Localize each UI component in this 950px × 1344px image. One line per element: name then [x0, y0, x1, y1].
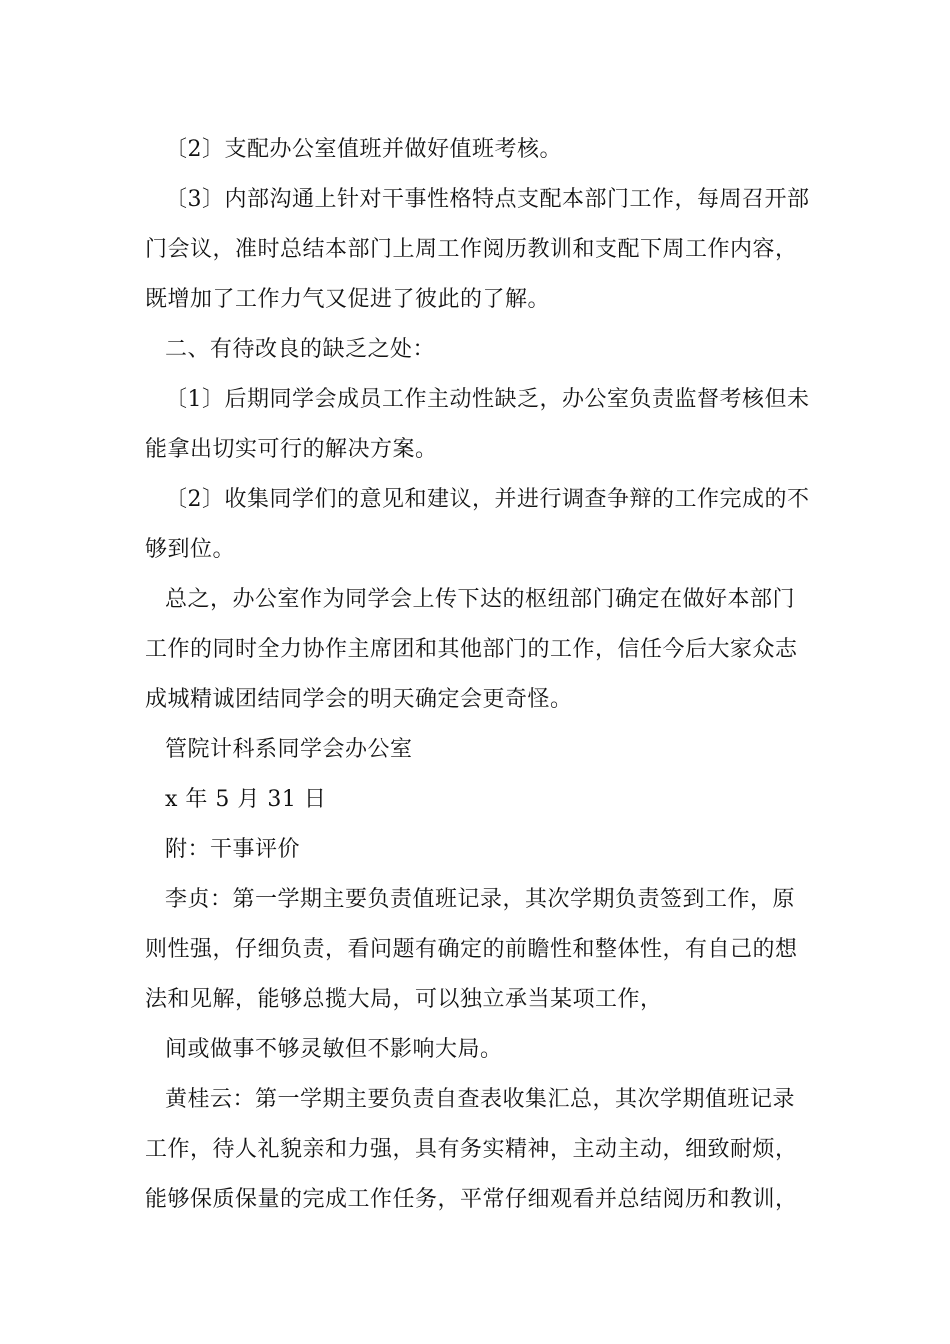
paragraph-line: 李贞：第一学期主要负责值班记录，其次学期负责签到工作，原 [165, 887, 796, 912]
paragraph-line: 门会议，准时总结本部门上周工作阅历教训和支配下周工作内容， [145, 237, 798, 262]
paragraph-line: 能够保质保量的完成工作任务，平常仔细观看并总结阅历和教训， [145, 1187, 798, 1212]
paragraph-line: 工作，待人礼貌亲和力强，具有务实精神，主动主动，细致耐烦， [145, 1137, 798, 1162]
paragraph-line: 够到位。 [145, 537, 236, 562]
section-heading: 二、有待改良的缺乏之处： [165, 337, 436, 362]
paragraph-line: 〔2〕支配办公室值班并做好值班考核。 [165, 137, 562, 162]
paragraph-line: 工作的同时全力协作主席团和其他部门的工作，信任今后大家众志 [145, 637, 798, 662]
paragraph-line: 既增加了工作力气又促进了彼此的了解。 [145, 287, 551, 312]
paragraph-line: 则性强，仔细负责，看问题有确定的前瞻性和整体性，有自己的想 [145, 937, 798, 962]
paragraph-line: 成城精诚团结同学会的明天确定会更奇怪。 [145, 687, 573, 712]
paragraph-line: 〔1〕后期同学会成员工作主动性缺乏，办公室负责监督考核但未 [165, 387, 810, 412]
paragraph-line: 能拿出切实可行的解决方案。 [145, 437, 438, 462]
paragraph-line: 黄桂云：第一学期主要负责自查表收集汇总，其次学期值班记录 [165, 1087, 796, 1112]
paragraph-line: 总之，办公室作为同学会上传下达的枢纽部门确定在做好本部门 [165, 587, 796, 612]
appendix-heading: 附：干事评价 [165, 837, 301, 862]
signature-org: 管院计科系同学会办公室 [165, 737, 413, 762]
paragraph-line: 间或做事不够灵敏但不影响大局。 [165, 1037, 503, 1062]
paragraph-line: 〔3〕内部沟通上针对干事性格特点支配本部门工作，每周召开部 [165, 187, 810, 212]
signature-date: x 年 5 月 31 日 [165, 787, 327, 812]
paragraph-line: 法和见解，能够总揽大局，可以独立承当某项工作， [145, 987, 663, 1012]
paragraph-line: 〔2〕收集同学们的意见和建议，并进行调查争辩的工作完成的不 [165, 487, 810, 512]
